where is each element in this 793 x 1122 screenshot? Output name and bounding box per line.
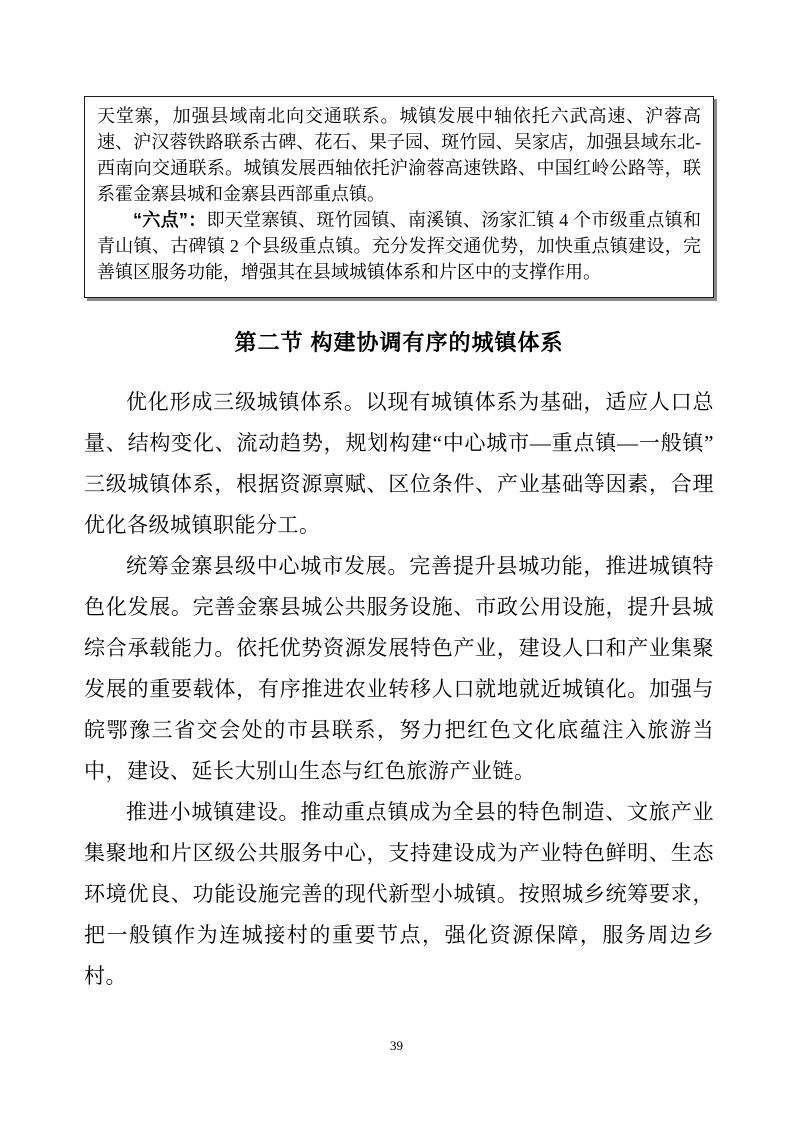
callout-box [84,96,714,298]
callout-paragraph-sixpoints [97,207,701,285]
body-paragraph-1: 优化形成三级城镇体系。以现有城镇体系为基础，适应人口总量、结构变化、流动趋势，规划构建“中心城市—重点镇—一般镇”三级城镇体系，根据资源禀赋、区位条件、产业基础等因素，合理优化各级城镇职能分工。 [84,390,714,537]
section-heading: 第二节 构建协调有序的城镇体系 [234,330,564,355]
page-number: 39 [390,1038,403,1053]
page-content [84,0,714,997]
callout-paragraph-continuation: 天堂寨，加强县域南北向交通联系。城镇发展中轴依托六武高速、沪蓉高速、沪汉蓉铁路联系古碑、花石、果子园、斑竹园、吴家店，加强县域东北-西南向交通联系。城镇发展西轴依托沪渝蓉高速铁路、中国红岭公路等，联系霍金寨县城和金寨县西部重点镇。 [97,106,701,204]
callout-paragraph-sixpoints-text: 即天堂寨镇、斑竹园镇、南溪镇、汤家汇镇 4 个市级重点镇和青山镇、古碑镇 2 个县级重点镇。充分发挥交通优势，加快重点镇建设，完善镇区服务功能，增强其在县域城镇体系和片区中的支撑作用。 [97,210,701,282]
body-paragraph-3: 推进小城镇建设。推动重点镇成为全县的特色制造、文旅产业集聚地和片区级公共服务中心，支持建设成为产业特色鲜明、生态环境优良、功能设施完善的现代新型小城镇。按照城乡统筹要求，把一般镇作为连城接村的重要节点，强化资源保障，服务周边乡村。 [84,800,714,988]
body-paragraph-2: 统筹金寨县级中心城市发展。完善提升县城功能，推进城镇特色化发展。完善金寨县城公共服务设施、市政公用设施，提升县城综合承载能力。依托优势资源发展特色产业，建设人口和产业集聚发展的重要载体，有序推进农业转移人口就地就近城镇化。加强与皖鄂豫三省交会处的市县联系，努力把红色文化底蕴注入旅游当中，建设、延长大别山生态与红色旅游产业链。 [84,554,714,783]
callout-bold-lead: “六点”： [133,210,207,230]
body-text [84,382,714,997]
